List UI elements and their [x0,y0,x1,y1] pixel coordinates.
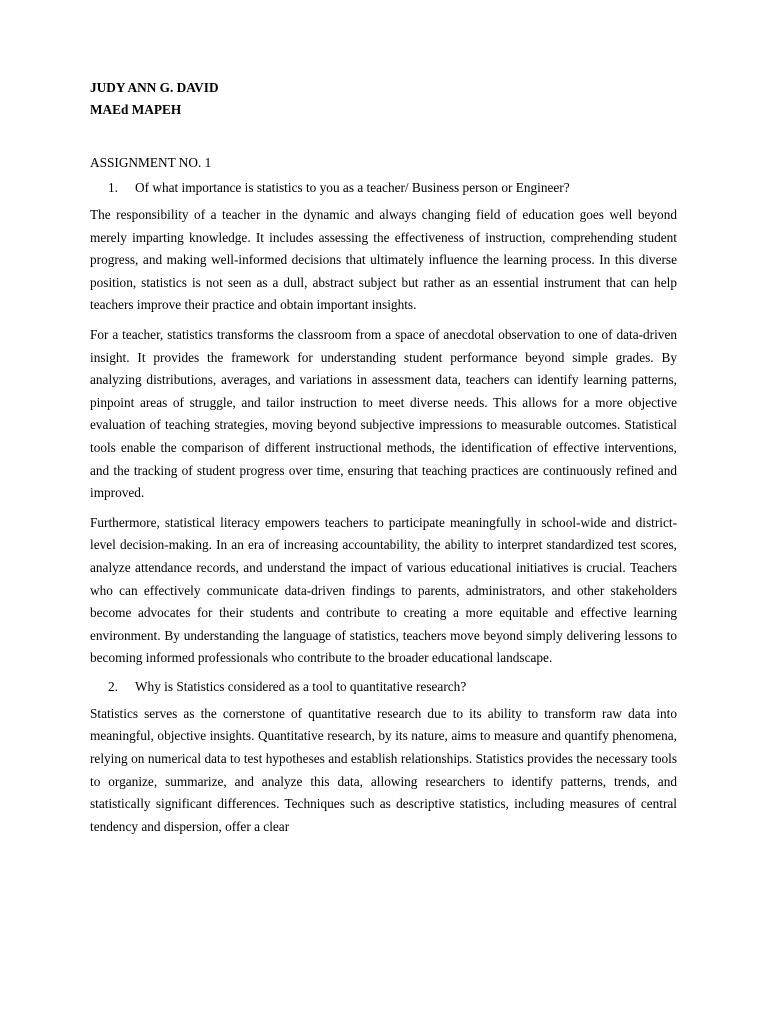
answer-paragraph: The responsibility of a teacher in the dynamic and always changing field of education goes well beyond merely imparting knowledge. It includes assessing the effectiveness of instruction, comprehending student progress, and making well-informed decisions that ultimately influence the learning process. In this diverse position, statistics is not seen as a dull, abstract subject but rather as an essential instrument that can help teachers improve their practice and obtain important insights. [90,207,677,313]
question-number: 1. [108,180,118,195]
answer-paragraph: Furthermore, statistical literacy empowers teachers to participate meaningfully in school-wide and district-level decision-making. In an era of increasing accountability, the ability to interpret standardized test scores, analyze attendance records, and understand the impact of various educational initiatives is crucial. Teachers who can effectively communicate data-driven findings to parents, administrators, and other stakeholders become advocates for their students and contribute to creating a more equitable and effective learning environment. By understanding the language of statistics, teachers move beyond simply delivering lessons to becoming informed professionals who contribute to the broader educational landscape. [90,514,677,666]
question-text: Why is Statistics considered as a tool to quantitative research? [135,678,467,694]
assignment-title: ASSIGNMENT NO. 1 [90,155,212,170]
question-2 [90,677,677,697]
answer-paragraph: For a teacher, statistics transforms the classroom from a space of anecdotal observation to one of data-driven insight. It provides the framework for understanding student performance beyond simple grades. By analyzing distributions, averages, and variations in assessment data, teachers can identify learning patterns, pinpoint areas of struggle, and tailor instruction to meet diverse needs. This allows for a more objective evaluation of teaching strategies, moving beyond subjective impressions to measurable outcomes. Statistical tools enable the comparison of different instructional methods, the identification of effective interventions, and the tracking of student progress over time, ensuring that teaching practices are continuously refined and improved. [90,326,677,501]
document-body [90,77,677,838]
answer-paragraph: Statistics serves as the cornerstone of quantitative research due to its ability to transform raw data into meaningful, objective insights. Quantitative research, by its nature, aims to measure and quantify phenomena, relying on numerical data to test hypotheses and establish relationships. Statistics provides the necessary tools to organize, summarize, and analyze this data, allowing researchers to identify patterns, trends, and statistically significant differences. Techniques such as descriptive statistics, including measures of central tendency and dispersion, offer a clear [90,705,677,834]
question-number: 2. [108,678,118,694]
question-text: Of what importance is statistics to you as a teacher/ Business person or Engineer? [135,180,570,195]
question-1 [90,178,677,198]
author-name: JUDY ANN G. DAVID [90,80,219,95]
author-program: MAEd MAPEH [90,102,182,117]
